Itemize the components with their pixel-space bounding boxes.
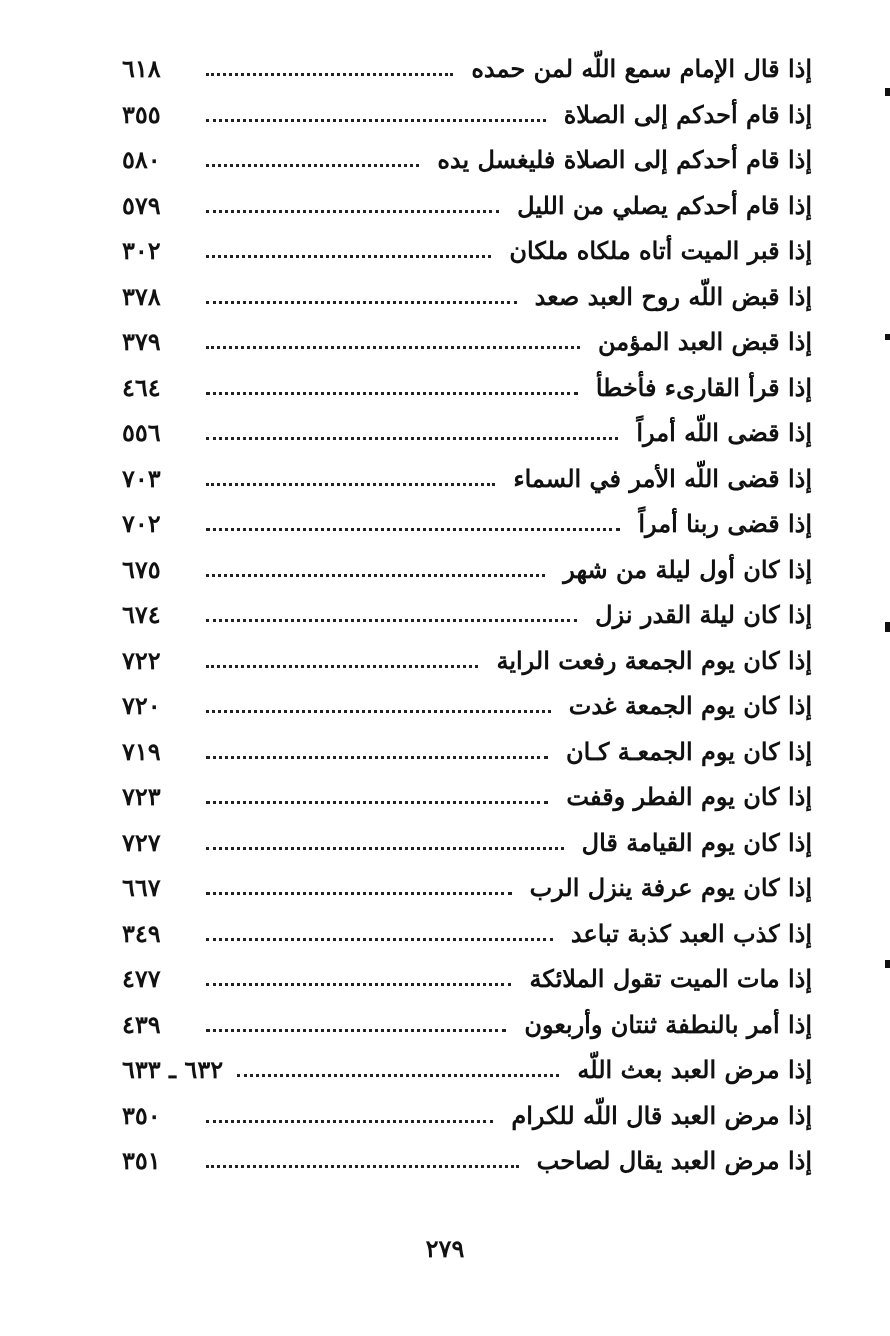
entry-page-number: ٦٧٥ xyxy=(122,554,161,584)
entry-page-number: ٦٦٧ xyxy=(122,873,161,903)
index-entry xyxy=(122,137,812,183)
index-entry xyxy=(122,683,812,729)
index-entry xyxy=(122,1002,812,1048)
index-entry xyxy=(122,547,812,593)
entry-text: إذا مرض العبد يقال لصاحب xyxy=(536,1146,812,1176)
dot-leader xyxy=(206,1120,493,1123)
entry-text: إذا أمر بالنطفة ثنتان وأربعون xyxy=(524,1009,812,1039)
dot-leader xyxy=(206,73,453,76)
entry-page-number: ٧٠٢ xyxy=(122,509,161,539)
entry-page-number: ٥٧٩ xyxy=(122,190,161,220)
index-entry xyxy=(122,729,812,775)
index-entry xyxy=(122,911,812,957)
index-entry xyxy=(122,274,812,320)
entry-text: إذا قضى اللّه أمراً xyxy=(636,418,812,448)
index-entry xyxy=(122,456,812,502)
entry-page-number: ٦٧٤ xyxy=(122,600,161,630)
index-entry xyxy=(122,46,812,92)
entry-text: إذا كان يوم الجمعـة كـان xyxy=(566,736,812,766)
entry-text: إذا قال الإمام سمع اللّه لمن حمده xyxy=(471,54,812,84)
index-entry xyxy=(122,92,812,138)
entry-page-number: ٧٠٣ xyxy=(122,463,161,493)
dot-leader xyxy=(206,437,618,440)
dot-leader xyxy=(206,528,620,531)
index-entry xyxy=(122,1138,812,1184)
dot-leader xyxy=(206,710,551,713)
dot-leader xyxy=(206,847,564,850)
entry-text: إذا كان ليلة القدر نزل xyxy=(595,600,812,630)
index-entry xyxy=(122,774,812,820)
entry-text: إذا قام أحدكم إلى الصلاة xyxy=(563,99,812,129)
dot-leader xyxy=(206,1165,519,1168)
dot-leader xyxy=(206,119,546,122)
edge-mark xyxy=(885,622,890,632)
dot-leader xyxy=(206,301,517,304)
dot-leader xyxy=(237,1074,559,1077)
entry-page-number: ٧٢٠ xyxy=(122,691,161,721)
dot-leader xyxy=(206,255,491,258)
entry-text: إذا مرض العبد بعث اللّه xyxy=(577,1055,812,1085)
index-entry xyxy=(122,592,812,638)
entry-text: إذا كان يوم الجمعة غدت xyxy=(568,691,812,721)
dot-leader xyxy=(206,392,578,395)
entry-text: إذا كان يوم الجمعة رفعت الراية xyxy=(496,645,812,675)
entry-text: إذا مرض العبد قال اللّه للكرام xyxy=(511,1100,812,1130)
entry-page-number: ٣٠٢ xyxy=(122,236,161,266)
index-entry xyxy=(122,410,812,456)
entry-page-number: ٧٢٢ xyxy=(122,645,161,675)
entry-text: إذا قبر الميت أتاه ملكاه ملكان xyxy=(509,236,812,266)
entry-page-number: ٧٢٣ xyxy=(122,782,161,812)
entry-text: إذا كان أول ليلة من شهر xyxy=(563,554,812,584)
entry-text: إذا مات الميت تقول الملائكة xyxy=(529,964,812,994)
entry-page-number: ٦٣٢ ـ ٦٣٣ xyxy=(122,1055,224,1085)
entry-text: إذا قبض اللّه روح العبد صعد xyxy=(534,281,812,311)
index-entry xyxy=(122,183,812,229)
entry-text: إذا كان يوم الفطر وقفت xyxy=(566,782,812,812)
index-entry xyxy=(122,319,812,365)
entry-page-number: ٧١٩ xyxy=(122,736,161,766)
entry-page-number: ٣٥٥ xyxy=(122,99,161,129)
dot-leader xyxy=(206,619,577,622)
index-entry xyxy=(122,956,812,1002)
index-entry xyxy=(122,820,812,866)
page-number: ٢٧٩ xyxy=(425,1234,465,1263)
dot-leader xyxy=(206,983,511,986)
dot-leader xyxy=(206,801,548,804)
index-entry xyxy=(122,365,812,411)
dot-leader xyxy=(206,756,548,759)
index-entry xyxy=(122,1047,812,1093)
entry-page-number: ٣٥٠ xyxy=(122,1100,161,1130)
entry-page-number: ٣٥١ xyxy=(122,1146,161,1176)
dot-leader xyxy=(206,574,545,577)
entry-text: إذا كان يوم القيامة قال xyxy=(581,827,812,857)
entry-text: إذا قضى ربنا أمراً xyxy=(638,509,812,539)
entry-page-number: ٥٥٦ xyxy=(122,418,161,448)
dot-leader xyxy=(206,665,478,668)
index-entry xyxy=(122,501,812,547)
index-entry xyxy=(122,865,812,911)
entry-page-number: ٤٧٧ xyxy=(122,964,161,994)
entry-text: إذا كذب العبد كذبة تباعد xyxy=(570,918,812,948)
entry-text: إذا قبض العبد المؤمن xyxy=(598,327,812,357)
edge-mark xyxy=(885,334,890,340)
index-entry xyxy=(122,228,812,274)
dot-leader xyxy=(206,346,580,349)
entry-page-number: ٣٤٩ xyxy=(122,918,161,948)
entry-text: إذا كان يوم عرفة ينزل الرب xyxy=(529,873,812,903)
index-entry xyxy=(122,1093,812,1139)
entry-page-number: ٣٧٩ xyxy=(122,327,161,357)
index-entry xyxy=(122,638,812,684)
entry-page-number: ٧٢٧ xyxy=(122,827,161,857)
dot-leader xyxy=(206,210,499,213)
edge-mark xyxy=(885,960,890,968)
dot-leader xyxy=(206,164,419,167)
entry-page-number: ٤٣٩ xyxy=(122,1009,161,1039)
dot-leader xyxy=(206,892,512,895)
entry-text: إذا قرأ القارىء فأخطأ xyxy=(595,372,812,402)
entry-text: إذا قام أحدكم إلى الصلاة فليغسل يده xyxy=(437,145,812,175)
entry-page-number: ٤٦٤ xyxy=(122,372,161,402)
dot-leader xyxy=(206,483,495,486)
dot-leader xyxy=(206,938,553,941)
entry-page-number: ٥٨٠ xyxy=(122,145,161,175)
entry-text: إذا قام أحدكم يصلي من الليل xyxy=(517,190,812,220)
entry-page-number: ٣٧٨ xyxy=(122,281,161,311)
edge-mark xyxy=(885,88,890,96)
dot-leader xyxy=(206,1029,506,1032)
hadith-index-list xyxy=(122,46,812,1184)
entry-page-number: ٦١٨ xyxy=(122,54,161,84)
entry-text: إذا قضى اللّه الأمر في السماء xyxy=(513,463,812,493)
